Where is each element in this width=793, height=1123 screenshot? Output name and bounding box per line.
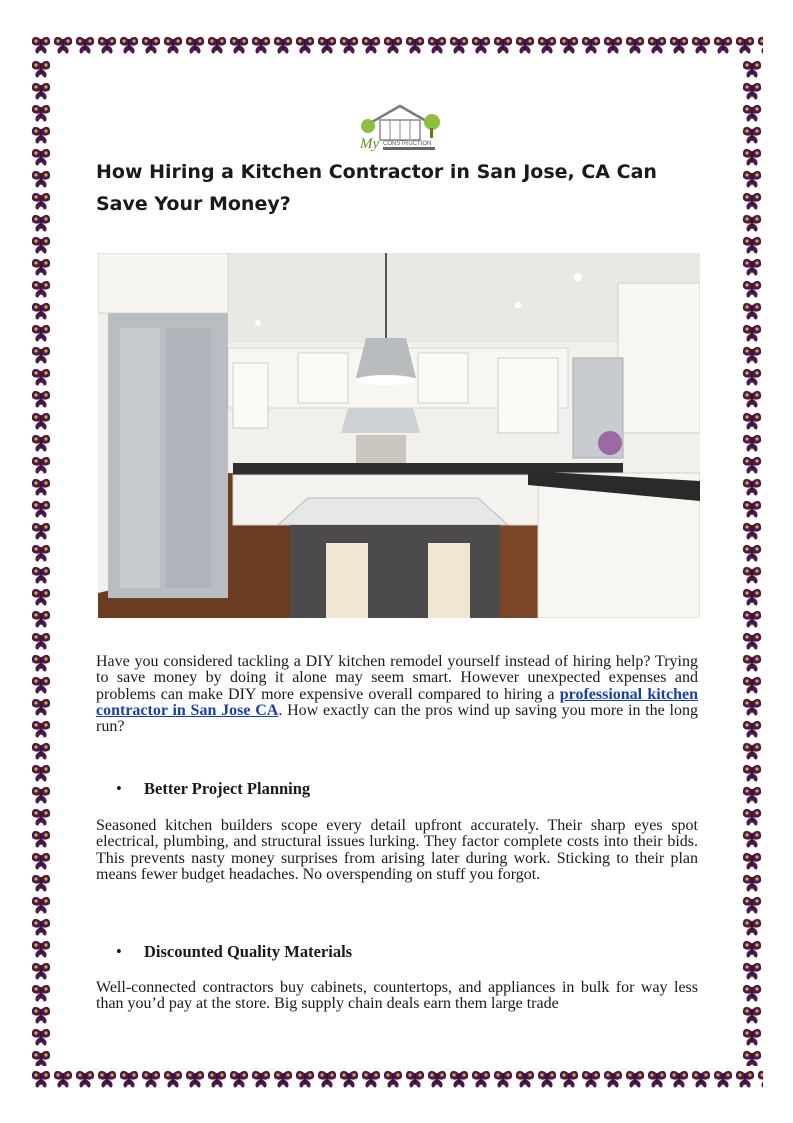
- butterfly-icon: [734, 34, 756, 56]
- butterfly-icon: [580, 34, 602, 56]
- butterfly-icon: [741, 520, 763, 542]
- page-border-left: [30, 58, 52, 1066]
- butterfly-icon: [30, 674, 52, 696]
- butterfly-icon: [30, 322, 52, 344]
- butterfly-icon: [30, 34, 52, 56]
- butterfly-icon: [624, 34, 646, 56]
- butterfly-icon: [206, 34, 228, 56]
- butterfly-icon: [30, 410, 52, 432]
- logo-caption: CONSTRUCTION: [383, 141, 432, 147]
- butterfly-icon: [30, 938, 52, 960]
- butterfly-icon: [140, 1068, 162, 1090]
- kitchen-contractor-link[interactable]: professional kitchen contractor in San Jose CA: [96, 685, 699, 719]
- butterfly-icon: [316, 34, 338, 56]
- butterfly-icon: [741, 894, 763, 916]
- butterfly-icon: [514, 34, 536, 56]
- butterfly-icon: [470, 34, 492, 56]
- bullet-icon: •: [116, 942, 122, 961]
- butterfly-icon: [756, 1068, 763, 1090]
- butterfly-icon: [741, 498, 763, 520]
- butterfly-icon: [228, 1068, 250, 1090]
- butterfly-icon: [741, 476, 763, 498]
- butterfly-icon: [30, 80, 52, 102]
- butterfly-icon: [206, 1068, 228, 1090]
- butterfly-icon: [741, 124, 763, 146]
- butterfly-icon: [734, 1068, 756, 1090]
- butterfly-icon: [184, 34, 206, 56]
- butterfly-icon: [360, 1068, 382, 1090]
- section-heading-materials: [116, 942, 352, 962]
- butterfly-icon: [741, 278, 763, 300]
- butterfly-icon: [30, 762, 52, 784]
- butterfly-icon: [52, 34, 74, 56]
- butterfly-icon: [30, 300, 52, 322]
- intro-paragraph: [96, 654, 698, 735]
- butterfly-icon: [426, 34, 448, 56]
- butterfly-icon: [74, 1068, 96, 1090]
- butterfly-icon: [30, 432, 52, 454]
- materials-paragraph: Well-connected contractors buy cabinets, countertops, and appliances in bulk for way less than you’d pay at the store. Big supply chain deals earn them large trade: [96, 979, 698, 1013]
- butterfly-icon: [558, 34, 580, 56]
- butterfly-icon: [470, 1068, 492, 1090]
- butterfly-icon: [741, 1026, 763, 1048]
- butterfly-icon: [741, 696, 763, 718]
- butterfly-icon: [30, 828, 52, 850]
- page-border-right: [741, 58, 763, 1066]
- butterfly-icon: [30, 256, 52, 278]
- butterfly-icon: [741, 806, 763, 828]
- butterfly-icon: [741, 872, 763, 894]
- butterfly-icon: [250, 34, 272, 56]
- butterfly-icon: [514, 1068, 536, 1090]
- butterfly-icon: [580, 1068, 602, 1090]
- butterfly-icon: [118, 1068, 140, 1090]
- butterfly-icon: [118, 34, 140, 56]
- butterfly-icon: [426, 1068, 448, 1090]
- butterfly-icon: [30, 212, 52, 234]
- page-border-bottom: [30, 1068, 763, 1090]
- butterfly-icon: [741, 300, 763, 322]
- butterfly-icon: [30, 58, 52, 80]
- butterfly-icon: [30, 1026, 52, 1048]
- butterfly-icon: [30, 1048, 52, 1066]
- butterfly-icon: [668, 1068, 690, 1090]
- section-heading-text: Discounted Quality Materials: [144, 942, 353, 961]
- butterfly-icon: [558, 1068, 580, 1090]
- butterfly-icon: [741, 1048, 763, 1066]
- butterfly-icon: [30, 102, 52, 124]
- butterfly-icon: [741, 784, 763, 806]
- butterfly-icon: [162, 34, 184, 56]
- butterfly-icon: [30, 894, 52, 916]
- butterfly-icon: [30, 498, 52, 520]
- butterfly-icon: [96, 34, 118, 56]
- butterfly-icon: [492, 1068, 514, 1090]
- butterfly-icon: [712, 1068, 734, 1090]
- butterfly-icon: [30, 586, 52, 608]
- butterfly-icon: [741, 564, 763, 586]
- butterfly-icon: [492, 34, 514, 56]
- butterfly-icon: [741, 344, 763, 366]
- butterfly-icon: [741, 718, 763, 740]
- butterfly-icon: [30, 190, 52, 212]
- butterfly-icon: [741, 916, 763, 938]
- butterfly-icon: [30, 960, 52, 982]
- butterfly-icon: [30, 564, 52, 586]
- butterfly-icon: [741, 256, 763, 278]
- butterfly-icon: [741, 80, 763, 102]
- butterfly-icon: [741, 366, 763, 388]
- butterfly-icon: [602, 1068, 624, 1090]
- butterfly-icon: [30, 850, 52, 872]
- butterfly-icon: [30, 124, 52, 146]
- butterfly-icon: [741, 542, 763, 564]
- butterfly-icon: [294, 1068, 316, 1090]
- butterfly-icon: [602, 34, 624, 56]
- butterfly-icon: [74, 34, 96, 56]
- butterfly-icon: [668, 34, 690, 56]
- butterfly-icon: [382, 34, 404, 56]
- butterfly-icon: [30, 740, 52, 762]
- butterfly-icon: [30, 806, 52, 828]
- butterfly-icon: [30, 278, 52, 300]
- butterfly-icon: [741, 102, 763, 124]
- butterfly-icon: [741, 146, 763, 168]
- butterfly-icon: [741, 938, 763, 960]
- butterfly-icon: [741, 168, 763, 190]
- butterfly-icon: [360, 34, 382, 56]
- butterfly-icon: [30, 696, 52, 718]
- butterfly-icon: [741, 630, 763, 652]
- butterfly-icon: [30, 872, 52, 894]
- butterfly-icon: [741, 960, 763, 982]
- logo-word: My: [360, 136, 380, 152]
- butterfly-icon: [536, 34, 558, 56]
- butterfly-icon: [30, 916, 52, 938]
- butterfly-icon: [741, 322, 763, 344]
- butterfly-icon: [741, 432, 763, 454]
- intro-text-start: Have you considered tackling a DIY kitchen remodel yourself instead of hiring help? Trying to save money by doing it alone may seem smart. However unexpected expenses and problems can make DIY more expensive overall compared to hiring a: [96, 653, 698, 703]
- butterfly-icon: [404, 34, 426, 56]
- butterfly-icon: [228, 34, 250, 56]
- butterfly-icon: [294, 34, 316, 56]
- butterfly-icon: [741, 982, 763, 1004]
- butterfly-icon: [162, 1068, 184, 1090]
- butterfly-icon: [30, 146, 52, 168]
- butterfly-icon: [30, 542, 52, 564]
- butterfly-icon: [741, 234, 763, 256]
- butterfly-icon: [646, 1068, 668, 1090]
- butterfly-icon: [30, 366, 52, 388]
- butterfly-icon: [272, 34, 294, 56]
- butterfly-icon: [741, 762, 763, 784]
- butterfly-icon: [96, 1068, 118, 1090]
- butterfly-icon: [30, 168, 52, 190]
- butterfly-icon: [741, 1004, 763, 1026]
- butterfly-icon: [712, 34, 734, 56]
- page-border-top: [30, 34, 763, 56]
- butterfly-icon: [756, 34, 763, 56]
- page-title: How Hiring a Kitchen Contractor in San Jose, CA Can Save Your Money?: [96, 161, 657, 215]
- butterfly-icon: [741, 388, 763, 410]
- butterfly-icon: [741, 586, 763, 608]
- butterfly-icon: [741, 212, 763, 234]
- butterfly-icon: [140, 34, 162, 56]
- butterfly-icon: [741, 740, 763, 762]
- butterfly-icon: [741, 652, 763, 674]
- intro-text-end: . How exactly can the pros wind up saving you more in the long run?: [96, 701, 699, 736]
- butterfly-icon: [30, 1004, 52, 1026]
- butterfly-icon: [448, 34, 470, 56]
- company-logo: [358, 100, 442, 154]
- butterfly-icon: [741, 190, 763, 212]
- butterfly-icon: [52, 1068, 74, 1090]
- butterfly-icon: [382, 1068, 404, 1090]
- butterfly-icon: [30, 344, 52, 366]
- butterfly-icon: [741, 828, 763, 850]
- house-icon: [361, 106, 440, 140]
- butterfly-icon: [30, 718, 52, 740]
- butterfly-icon: [30, 520, 52, 542]
- butterfly-icon: [316, 1068, 338, 1090]
- butterfly-icon: [30, 652, 52, 674]
- butterfly-icon: [741, 410, 763, 432]
- butterfly-icon: [30, 388, 52, 410]
- butterfly-icon: [30, 784, 52, 806]
- butterfly-icon: [30, 234, 52, 256]
- bullet-icon: •: [116, 779, 122, 798]
- butterfly-icon: [741, 454, 763, 476]
- butterfly-icon: [30, 608, 52, 630]
- butterfly-icon: [30, 982, 52, 1004]
- butterfly-icon: [250, 1068, 272, 1090]
- kitchen-photo: [98, 253, 700, 618]
- butterfly-icon: [741, 608, 763, 630]
- butterfly-icon: [272, 1068, 294, 1090]
- planning-paragraph: Seasoned kitchen builders scope every detail upfront accurately. Their sharp eyes spot electrical, plumbing, and structural issues lurking. They factor complete costs into their bids. This prevents nasty money surprises from arising later during work. Sticking to their plan means fewer budget headaches. No overspending on stuff you forgot.: [96, 817, 698, 883]
- butterfly-icon: [624, 1068, 646, 1090]
- butterfly-icon: [741, 58, 763, 80]
- butterfly-icon: [536, 1068, 558, 1090]
- section-heading-text: Better Project Planning: [144, 779, 311, 798]
- butterfly-icon: [741, 850, 763, 872]
- butterfly-icon: [448, 1068, 470, 1090]
- butterfly-icon: [338, 1068, 360, 1090]
- butterfly-icon: [30, 630, 52, 652]
- butterfly-icon: [184, 1068, 206, 1090]
- butterfly-icon: [30, 454, 52, 476]
- butterfly-icon: [30, 476, 52, 498]
- butterfly-icon: [30, 1068, 52, 1090]
- butterfly-icon: [690, 1068, 712, 1090]
- section-heading-planning: [116, 779, 310, 799]
- butterfly-icon: [404, 1068, 426, 1090]
- butterfly-icon: [338, 34, 360, 56]
- butterfly-icon: [741, 674, 763, 696]
- butterfly-icon: [690, 34, 712, 56]
- butterfly-icon: [646, 34, 668, 56]
